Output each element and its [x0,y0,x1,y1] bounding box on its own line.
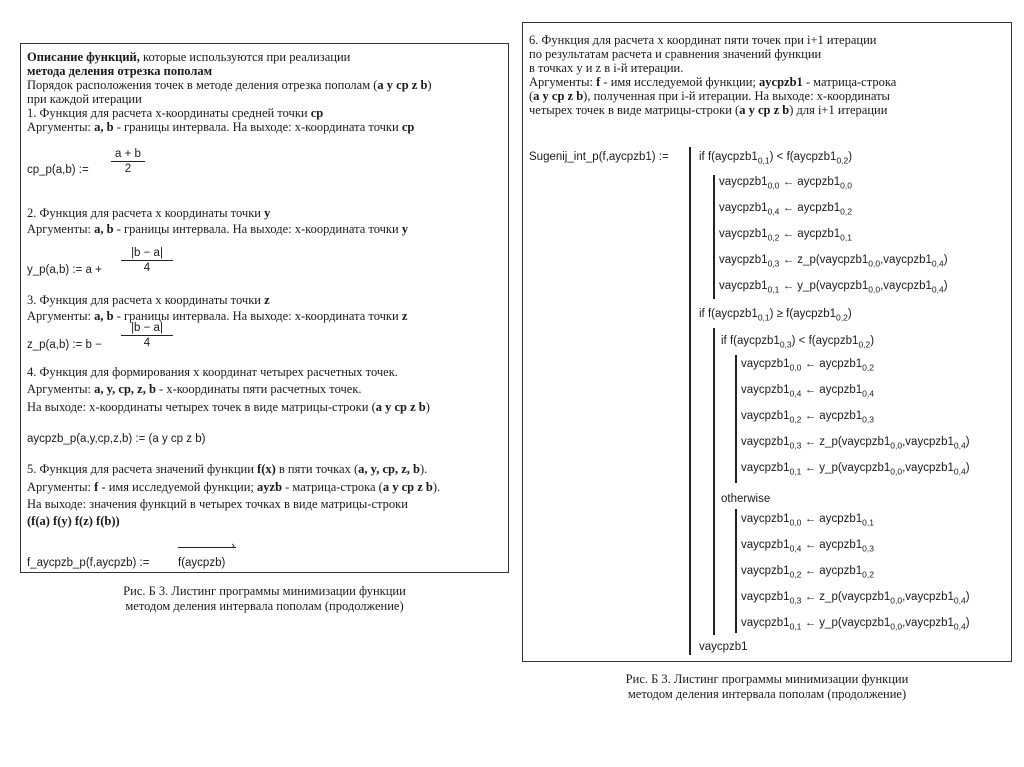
otherwise-label: otherwise [721,493,771,505]
f1-title: 1. Функция для расчета х-координаты средней точки cp [27,106,324,120]
left-caption: Рис. Б 3. Листинг программы минимизации функции методом деления интервала пополам (продолжение) [123,584,406,613]
f1-formula-lhs: cp_p(a,b) := [27,164,89,176]
f6-output: четырех точек в виде матрицы-строки (a y cp z b) для i+1 итерации [529,103,888,117]
assignment-line: $vaycpzb1_{0,3}$ ← $z\_p(vaycpzb1_{0,0},vaycpzb1_{0,4})$ [741,436,970,451]
f6-desc-2: в точках y и z в i-й итерации. [529,61,684,75]
left-listing-panel [20,43,509,573]
f2-title: 2. Функция для расчета х координаты точки y [27,206,271,220]
assignment-line: $vaycpzb1_{0,0}$ ← $aycpzb1_{0,2}$ [741,358,874,373]
f1-denominator: 2 [124,163,132,175]
assignment-line: $vaycpzb1_{0,2}$ ← $aycpzb1_{0,3}$ [741,410,874,425]
f3-args: Аргументы: a, b - границы интервала. На выходе: х-координата точки z [27,309,408,323]
assignment-line: $vaycpzb1_{0,1}$ ← $y\_p(vaycpzb1_{0,0},vaycpzb1_{0,4})$ [741,617,970,632]
f3-title: 3. Функция для расчета х координаты точки z [27,293,270,307]
f2-fraction [121,247,173,274]
f3-denominator: 4 [143,337,151,349]
if-condition-2: if $f(aycpzb1_{0,1})$ ≥ $f(aycpzb1_{0,2})$ [699,308,852,323]
assignment-line: $vaycpzb1_{0,2}$ ← $aycpzb1_{0,2}$ [741,565,874,580]
left-heading: Описание функций, которые используются при реализации [27,50,351,64]
function-signature: Sugenij_int_p(f,aycpzb1) := [529,151,669,163]
f1-numerator: a + b [115,148,141,160]
f3-numerator: |b − a| [131,322,163,334]
f6-desc-1: по результатам расчета и сравнения значений функции [529,47,822,61]
f5-code-rhs: f(aycpzb) [178,557,226,569]
if-condition-1: if $f(aycpzb1_{0,1})$ < $f(aycpzb1_{0,2})$ [699,151,853,166]
order-line-2: при каждой итерации [27,92,142,106]
f2-formula-lhs: y_p(a,b) := a + [27,264,102,276]
vectorize-arrow-head: › [231,539,236,552]
f6-args-2: (a y cp z b), полученная при i-й итерации. На выходе: х-координаты [529,89,890,103]
assignment-line: $vaycpzb1_{0,3}$ ← $z\_p(vaycpzb1_{0,0},vaycpzb1_{0,4})$ [719,254,948,269]
f4-args: Аргументы: a, y, cp, z, b - х-координаты пяти расчетных точек. [27,382,362,396]
assignment-line: $vaycpzb1_{0,2}$ ← $aycpzb1_{0,1}$ [719,228,852,243]
assignment-line: $vaycpzb1_{0,4}$ ← $aycpzb1_{0,2}$ [719,202,852,217]
assignment-line: $vaycpzb1_{0,1}$ ← $y\_p(vaycpzb1_{0,0},vaycpzb1_{0,4})$ [719,280,948,295]
f5-output: На выходе: значения функций в четырех точках в виде матрицы-строки [27,497,408,511]
assignment-line: $vaycpzb1_{0,4}$ ← $aycpzb1_{0,4}$ [741,384,874,399]
f5-output-vector: (f(a) f(y) f(z) f(b)) [27,514,120,528]
program-bar-outer [689,147,691,655]
assignment-line: $vaycpzb1_{0,0}$ ← $aycpzb1_{0,1}$ [741,513,874,528]
assignment-line: $vaycpzb1_{0,0}$ ← $aycpzb1_{0,0}$ [719,176,852,191]
f4-output: На выходе: х-координаты четырех точек в виде матрицы-строки (a y cp z b) [27,400,430,414]
vectorize-arrow [178,541,236,548]
program-bar-if1 [713,175,715,299]
fraction-bar [121,335,173,336]
f5-args: Аргументы: f - имя исследуемой функции; ayzb - матрица-строка (a y cp z b). [27,480,441,494]
f2-denominator: 4 [143,262,151,274]
f2-numerator: |b − a| [131,247,163,259]
assignment-line: $vaycpzb1_{0,1}$ ← $y\_p(vaycpzb1_{0,0},vaycpzb1_{0,4})$ [741,462,970,477]
assignment-line: $vaycpzb1_{0,4}$ ← $aycpzb1_{0,3}$ [741,539,874,554]
f3-fraction [121,322,173,349]
f3-formula-lhs: z_p(a,b) := b − [27,339,102,351]
if-condition-3: if $f(aycpzb1_{0,3})$ < $f(aycpzb1_{0,2})$ [721,335,875,350]
program-bar-otherwise [735,509,737,633]
f6-args: Аргументы: f - имя исследуемой функции; aycpzb1 - матрица-строка [529,75,897,89]
right-caption: Рис. Б 3. Листинг программы минимизации функции методом деления интервала пополам (продолжение) [625,672,909,701]
f6-title: 6. Функция для расчета х координат пяти точек при i+1 итерации [529,33,877,47]
assignment-line: $vaycpzb1_{0,3}$ ← $z\_p(vaycpzb1_{0,0},vaycpzb1_{0,4})$ [741,591,970,606]
f5-title: 5. Функция для расчета значений функции f(x) в пяти точках (a, y, cp, z, b). [27,462,428,476]
f4-code: aycpzb_p(a,y,cp,z,b) := (a y cp z b) [27,433,206,445]
f2-args: Аргументы: a, b - границы интервала. На выходе: х-координата точки y [27,222,409,236]
f5-code-lhs: f_aycpzb_p(f,aycpzb) := [27,557,150,569]
order-line: Порядок расположения точек в методе деления отрезка пополам (a y cp z b) [27,78,432,92]
program-bar-if3 [735,355,737,483]
fraction-bar [111,161,145,162]
left-heading-2: метода деления отрезка пополам [27,64,213,78]
program-bar-if2 [713,328,715,635]
f1-fraction [111,148,145,175]
return-value: vaycpzb1 [699,641,748,653]
f1-args: Аргументы: a, b - границы интервала. На выходе: х-координата точки cp [27,120,415,134]
fraction-bar [121,260,173,261]
right-listing-panel [522,22,1012,662]
f4-title: 4. Функция для формирования х координат четырех расчетных точек. [27,365,398,379]
